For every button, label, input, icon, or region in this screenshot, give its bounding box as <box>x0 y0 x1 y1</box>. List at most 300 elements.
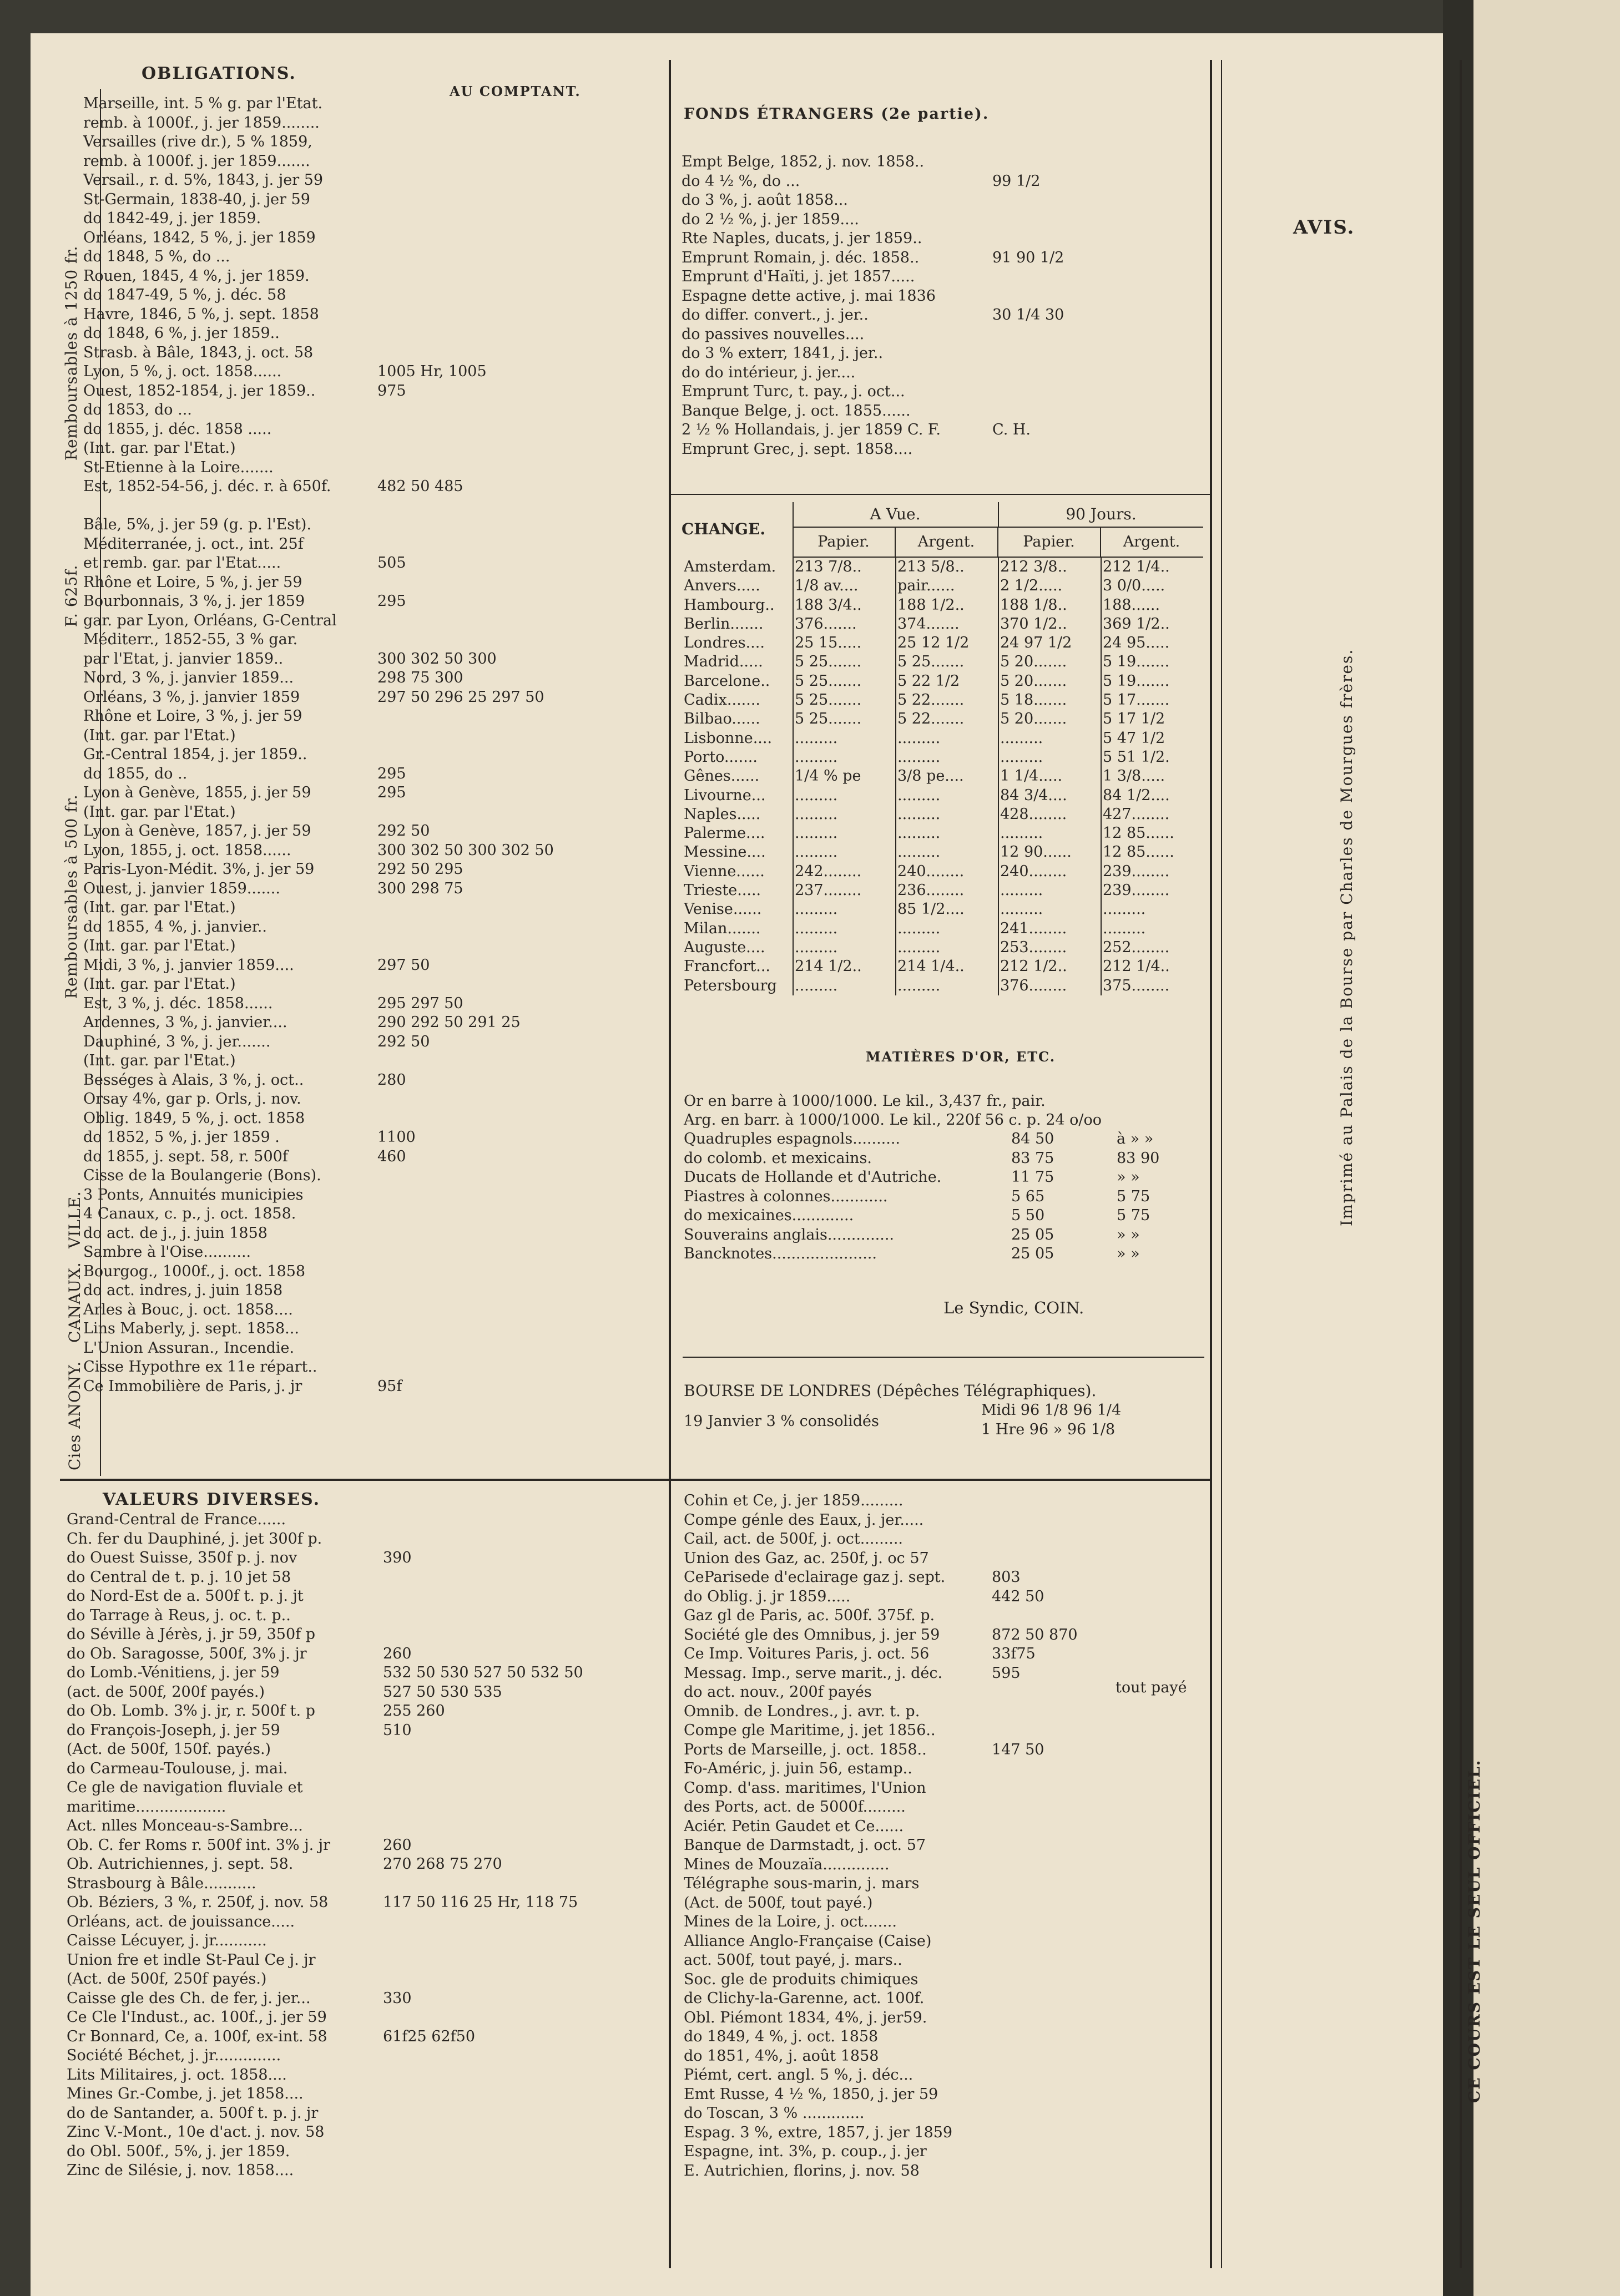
matiere-a: 5 65 <box>1011 1187 1045 1205</box>
change-col-argent: Argent. <box>1123 533 1180 550</box>
list-row <box>684 1645 1205 1664</box>
adjacent-page <box>1473 0 1620 2296</box>
change-rate: ......... <box>795 748 838 766</box>
list-row <box>67 1855 666 1874</box>
tout-paye: tout payé <box>1116 1679 1187 1696</box>
londres-1h: 1 Hre 96 » 96 1/8 <box>981 1421 1116 1438</box>
row-label: Emprunt Romain, j. déc. 1858.. <box>682 249 920 266</box>
list-row <box>83 898 666 918</box>
change-rate: 213 5/8.. <box>897 558 965 575</box>
change-city: Anvers..... <box>684 577 760 595</box>
matiere-row <box>684 1226 1205 1245</box>
change-rate: 427........ <box>1103 805 1170 823</box>
side-label-1250: Remboursables à 1250 fr. <box>62 245 80 461</box>
list-row <box>83 765 666 784</box>
row-value: C. H. <box>992 421 1031 438</box>
change-rate: 214 1/2.. <box>795 958 862 975</box>
change-row <box>682 653 1203 671</box>
change-row <box>682 576 1203 595</box>
change-row <box>682 957 1203 976</box>
row-value: 99 1/2 <box>992 172 1041 190</box>
row-label: St-Germain, 1838-40, j. jer 59 <box>83 190 310 208</box>
row-label: remb. à 1000f., j. jer 1859........ <box>83 114 320 132</box>
row-value: 482 50 485 <box>377 478 463 495</box>
row-label: Mines de Mouzaïa.............. <box>684 1855 890 1873</box>
row-label: Dauphiné, 3 %, j. jer....... <box>83 1033 271 1050</box>
row-label: Espagne dette active, j. mai 1836 <box>682 287 936 305</box>
list-row <box>684 1855 1205 1875</box>
row-label: do Carmeau-Toulouse, j. mai. <box>67 1759 288 1777</box>
row-value: 255 260 <box>383 1702 445 1720</box>
list-row <box>684 1951 1205 1970</box>
list-row <box>83 382 666 401</box>
change-city: Bilbao...... <box>684 710 760 728</box>
matiere-row <box>684 1130 1205 1149</box>
list-row <box>684 1491 1205 1511</box>
change-rate: 12 85...... <box>1103 843 1174 861</box>
change-rate: 374....... <box>897 615 960 633</box>
list-row <box>684 1817 1205 1837</box>
londres-date: 19 Janvier 3 % consolidés <box>684 1413 879 1430</box>
list-row <box>684 2009 1205 2028</box>
change-rate: ......... <box>1000 748 1043 766</box>
row-label: do Lomb.-Vénitiens, j. jer 59 <box>67 1664 280 1681</box>
row-label: do 1848, 6 %, j. jer 1859.. <box>83 325 280 342</box>
obligations-heading: OBLIGATIONS. <box>142 64 296 83</box>
row-label: Cohin et Ce, j. jer 1859......... <box>684 1492 904 1509</box>
change-row <box>682 634 1203 653</box>
change-rate: 236........ <box>897 882 965 899</box>
row-value: 297 50 296 25 297 50 <box>377 688 544 706</box>
row-value: 280 <box>377 1071 406 1089</box>
change-city: Porto....... <box>684 748 758 766</box>
list-row <box>682 229 1209 249</box>
list-row <box>67 1913 666 1932</box>
change-city: Berlin....... <box>684 615 764 633</box>
list-row <box>67 1759 666 1779</box>
row-label: Méditerranée, j. oct., int. 25f <box>83 535 304 553</box>
side-label-500: Remboursables à 500 fr. <box>62 794 80 999</box>
matiere-label: Souverains anglais.............. <box>684 1226 894 1243</box>
list-row <box>684 2085 1205 2105</box>
list-row <box>83 133 666 152</box>
row-label: Lits Militaires, j. oct. 1858.... <box>67 2066 287 2083</box>
list-row <box>83 918 666 937</box>
matiere-b: » » <box>1117 1226 1140 1243</box>
list-row <box>684 1511 1205 1530</box>
change-rate: 237........ <box>795 882 862 899</box>
row-label: (Int. gar. par l'Etat.) <box>83 439 236 457</box>
list-row <box>682 306 1209 325</box>
row-label: Omnib. de Londres., j. avr. t. p. <box>684 1702 920 1720</box>
change-rate: ......... <box>897 786 941 804</box>
row-label: Emt Russe, 4 ½ %, 1850, j. jer 59 <box>684 2085 938 2103</box>
list-row <box>67 1568 666 1587</box>
row-value: 1100 <box>377 1129 416 1146</box>
row-label: Ce gle de navigation fluviale et <box>67 1779 303 1796</box>
row-label: do 1855, j. déc. 1858 ..... <box>83 420 272 438</box>
row-label: maritime................... <box>67 1798 226 1815</box>
row-label: do Ouest Suisse, 350f p. j. nov <box>67 1549 297 1566</box>
change-rate: 428........ <box>1000 805 1067 823</box>
row-label: do Oblig. j. jr 1859..... <box>684 1587 851 1605</box>
change-rate: ......... <box>1103 919 1146 937</box>
change-rate: 240........ <box>897 862 965 880</box>
list-row <box>83 247 666 267</box>
row-label: Rouen, 1845, 4 %, j. jer 1859. <box>83 267 310 285</box>
change-rate: ......... <box>795 786 838 804</box>
row-label: St-Etienne à la Loire....... <box>83 458 274 476</box>
row-label: Espag. 3 %, extre, 1857, j. jer 1859 <box>684 2123 953 2141</box>
row-label: do 1855, j. sept. 58, r. 500f <box>83 1147 288 1165</box>
change-rate: 5 25....... <box>795 672 862 690</box>
row-label: Fo-Améric, j. juin 56, estamp.. <box>684 1760 912 1777</box>
change-row <box>682 710 1203 729</box>
row-label: (Act. de 500f, tout payé.) <box>684 1894 873 1911</box>
list-row <box>83 343 666 363</box>
list-row <box>684 1836 1205 1855</box>
change-rate: ......... <box>897 843 941 861</box>
list-row <box>83 458 666 478</box>
list-row <box>83 1186 666 1205</box>
row-label: do Tarrage à Reus, j. oc. t. p.. <box>67 1606 291 1624</box>
change-rate: 5 17....... <box>1103 691 1170 709</box>
row-label: Ouest, 1852-1854, j. jer 1859.. <box>83 382 316 399</box>
matiere-row <box>684 1187 1205 1207</box>
row-label: Compe génle des Eaux, j. jer..... <box>684 1511 924 1529</box>
row-label: do 2 ½ %, j. jer 1859.... <box>682 210 859 228</box>
row-label: Empt Belge, 1852, j. nov. 1858.. <box>682 153 925 170</box>
change-rate: 5 22 1/2 <box>897 672 960 690</box>
row-label: 3 Ponts, Annuités municipies <box>83 1186 304 1203</box>
divider-change <box>669 494 1210 495</box>
row-value: 292 50 <box>377 822 430 839</box>
change-rate: 2 1/2..... <box>1000 577 1063 595</box>
list-row <box>684 1932 1205 1951</box>
list-row <box>682 267 1209 287</box>
change-rate: ......... <box>795 938 838 956</box>
row-label: gar. par Lyon, Orléans, G-Central <box>83 611 337 629</box>
change-rows <box>682 558 1203 995</box>
row-label: Ce Immobilière de Paris, j. jr <box>83 1377 302 1395</box>
matiere-b: » » <box>1117 1245 1140 1262</box>
row-label: do 1855, 4 %, j. janvier.. <box>83 918 267 935</box>
change-rule <box>1101 558 1102 995</box>
change-row <box>682 786 1203 805</box>
matiere-row <box>684 1168 1205 1187</box>
list-row <box>67 2008 666 2027</box>
column-rule-1 <box>669 60 671 2268</box>
change-rate: ......... <box>795 843 838 861</box>
row-label: Mines de la Loire, j. oct....... <box>684 1913 897 1930</box>
matiere-label: do mexicaines............. <box>684 1207 854 1224</box>
matieres-argent: Arg. en barr. à 1000/1000. Le kil., 220f 56 c. p. 24 o/oo <box>684 1111 1102 1129</box>
list-row <box>684 1568 1205 1587</box>
matiere-label: Ducats de Hollande et d'Autriche. <box>684 1169 942 1186</box>
change-rate: 213 7/8.. <box>795 558 862 575</box>
matiere-row <box>684 1149 1205 1169</box>
change-rate: 188 1/2.. <box>897 596 965 614</box>
list-row <box>67 1587 666 1606</box>
change-city: Hambourg.. <box>684 596 775 614</box>
change-row <box>682 729 1203 748</box>
row-label: Banque Belge, j. oct. 1855...... <box>682 402 911 419</box>
change-rule <box>793 558 794 995</box>
row-label: Société gle des Omnibus, j. jer 59 <box>684 1626 940 1643</box>
change-rate: 1/8 av.... <box>795 577 859 595</box>
list-row <box>682 382 1209 402</box>
matieres-list <box>684 1130 1205 1264</box>
list-row <box>67 1721 666 1741</box>
change-rate: ......... <box>795 901 838 918</box>
list-row <box>682 402 1209 421</box>
list-row <box>67 1989 666 2009</box>
londres-heading: BOURSE DE LONDRES (Dépêches Télégraphiques). <box>684 1382 1097 1400</box>
row-label: do 1848, 5 %, do ... <box>83 248 230 265</box>
row-value: 33f75 <box>992 1645 1036 1662</box>
list-row <box>83 1051 666 1071</box>
row-label: Lins Maberly, j. sept. 1858... <box>83 1320 299 1337</box>
change-row <box>682 843 1203 862</box>
list-row <box>83 324 666 343</box>
change-city: Madrid..... <box>684 653 763 671</box>
list-row <box>684 1989 1205 2009</box>
change-rate: 188 3/4.. <box>795 596 862 614</box>
list-row <box>67 1510 666 1530</box>
change-rate: 212 3/8.. <box>1000 558 1067 575</box>
list-row <box>83 592 666 611</box>
row-label: do act. indres, j. juin 1858 <box>83 1282 283 1299</box>
list-row <box>83 554 666 573</box>
matiere-row <box>684 1245 1205 1264</box>
change-rate: 241........ <box>1000 919 1067 937</box>
row-value: 95f <box>377 1377 402 1395</box>
row-label: do Central de t. p. j. 10 jet 58 <box>67 1568 291 1586</box>
row-label: Paris-Lyon-Médit. 3%, j. jer 59 <box>83 861 315 878</box>
change-city: Gênes...... <box>684 767 760 785</box>
list-row <box>684 1549 1205 1569</box>
row-label: do Ob. Lomb. 3% j. jr, r. 500f t. p <box>67 1702 315 1720</box>
row-label: Ob. Autrichiennes, j. sept. 58. <box>67 1855 294 1873</box>
matiere-a: 5 50 <box>1011 1207 1045 1224</box>
list-row <box>684 1741 1205 1760</box>
row-label: 2 ½ % Hollandais, j. jer 1859 C. F. <box>682 421 941 438</box>
row-value: 803 <box>992 1569 1021 1586</box>
change-row <box>682 558 1203 576</box>
row-label: Midi, 3 %, j. janvier 1859.... <box>83 956 294 974</box>
list-row <box>67 1836 666 1855</box>
row-label: Sambre à l'Oise.......... <box>83 1243 251 1261</box>
change-row <box>682 615 1203 634</box>
row-label: Bâle, 5%, j. jer 59 (g. p. l'Est). <box>83 516 312 533</box>
list-row <box>67 1951 666 1970</box>
row-value: 872 50 870 <box>992 1626 1078 1643</box>
row-value: 147 50 <box>992 1741 1044 1758</box>
row-label: Soc. gle de produits chimiques <box>684 1970 918 1988</box>
list-row <box>83 439 666 458</box>
row-value: 91 90 1/2 <box>992 249 1064 266</box>
row-value: 117 50 116 25 Hr, 118 75 <box>383 1894 578 1911</box>
change-title: CHANGE. <box>682 502 794 557</box>
row-label: Zinc V.-Mont., 10e d'act. j. nov. 58 <box>67 2123 325 2141</box>
list-row <box>83 152 666 171</box>
row-label: do de Santander, a. 500f t. p. j. jr <box>67 2104 319 2122</box>
change-rate: pair...... <box>897 577 955 595</box>
change-subheader <box>793 528 1203 558</box>
inner-rule <box>1221 60 1222 2268</box>
change-rate: 1 3/8..... <box>1103 767 1165 785</box>
change-rate: 5 25....... <box>795 653 862 671</box>
matiere-b: » » <box>1117 1169 1140 1186</box>
row-label: Ouest, j. janvier 1859....... <box>83 879 280 897</box>
matiere-b: 83 90 <box>1117 1149 1160 1167</box>
row-label: Versail., r. d. 5%, 1843, j. jer 59 <box>83 171 324 189</box>
row-label: Strasbourg à Bâle........... <box>67 1874 256 1892</box>
list-row <box>83 1339 666 1358</box>
row-label: remb. à 1000f. j. jer 1859....... <box>83 152 310 170</box>
change-rate: 5 22....... <box>897 691 965 709</box>
row-label: Rhône et Loire, 5 %, j. jer 59 <box>83 573 302 591</box>
row-label: do 1842-49, j. jer 1859. <box>83 210 261 227</box>
list-row <box>83 477 666 497</box>
change-city: Vienne...... <box>684 862 765 880</box>
change-rate: 5 51 1/2. <box>1103 748 1170 766</box>
row-value: 61f25 62f50 <box>383 2027 475 2045</box>
row-value: 300 302 50 300 302 50 <box>377 841 554 859</box>
row-value: 505 <box>377 554 406 572</box>
row-label: Gr.-Central 1854, j. jer 1859.. <box>83 746 307 763</box>
row-label: do passives nouvelles.... <box>682 325 865 343</box>
row-label: Compe gle Maritime, j. jet 1856.. <box>684 1722 936 1739</box>
change-row <box>682 691 1203 710</box>
list-row <box>67 2142 666 2162</box>
row-label: Rhône et Loire, 3 %, j. jer 59 <box>83 707 302 725</box>
change-rate: 25 12 1/2 <box>897 634 970 652</box>
list-row <box>83 956 666 975</box>
matiere-a: 83 75 <box>1011 1149 1054 1167</box>
row-label: (Int. gar. par l'Etat.) <box>83 975 236 993</box>
list-row <box>67 1893 666 1913</box>
list-row <box>83 497 666 516</box>
list-row <box>684 2066 1205 2085</box>
change-row <box>682 824 1203 843</box>
list-row <box>83 1319 666 1339</box>
list-row <box>83 841 666 861</box>
syndic-signature: Le Syndic, COIN. <box>943 1298 1084 1317</box>
col2b-list <box>684 1491 1205 2181</box>
list-row <box>67 2027 666 2047</box>
change-rate: ......... <box>795 919 838 937</box>
change-rate: 5 25....... <box>897 653 965 671</box>
change-row <box>682 919 1203 938</box>
90-jours-header: 90 Jours. <box>999 502 1203 528</box>
row-label: Mines Gr.-Combe, j. jet 1858.... <box>67 2085 304 2102</box>
list-row <box>83 362 666 382</box>
change-row <box>682 977 1203 995</box>
side-label-canaux: CANAUX. <box>65 1262 84 1343</box>
list-row <box>83 535 666 554</box>
change-city: Trieste..... <box>684 882 761 899</box>
change-rate: 5 18....... <box>1000 691 1067 709</box>
row-label: Messag. Imp., serve marit., j. déc. <box>684 1664 943 1682</box>
change-rate: 5 25....... <box>795 691 862 709</box>
matiere-a: 84 50 <box>1011 1130 1054 1147</box>
row-label: Oblig. 1849, 5 %, j. oct. 1858 <box>83 1109 305 1127</box>
matiere-a: 11 75 <box>1011 1169 1054 1186</box>
change-rate: 85 1/2.... <box>897 901 965 918</box>
list-row <box>67 1702 666 1721</box>
londres-midi: Midi 96 1/8 96 1/4 <box>981 1402 1122 1419</box>
change-row <box>682 748 1203 767</box>
change-rate: ......... <box>1000 882 1043 899</box>
list-row <box>67 1778 666 1798</box>
list-row <box>684 1970 1205 1990</box>
divider-valeurs <box>60 1479 669 1481</box>
list-row <box>83 209 666 229</box>
row-label: (Int. gar. par l'Etat.) <box>83 899 236 916</box>
row-value: 442 50 <box>992 1587 1044 1605</box>
row-value: 330 <box>383 1989 412 2007</box>
list-row <box>684 1530 1205 1549</box>
change-rate: ......... <box>897 825 941 842</box>
row-label: Est, 1852-54-56, j. déc. r. à 650f. <box>83 478 331 495</box>
row-value: 295 <box>377 593 406 610</box>
change-rate: 5 47 1/2 <box>1103 729 1165 747</box>
change-rate: 5 19....... <box>1103 672 1170 690</box>
row-label: Cisse Hypothre ex 11e répart.. <box>83 1358 317 1375</box>
row-label: Espagne, int. 3%, p. coup., j. jer <box>684 2143 927 2160</box>
change-rate: 375........ <box>1103 977 1170 994</box>
change-rate: 369 1/2.. <box>1103 615 1170 633</box>
change-rate: 376........ <box>1000 977 1067 994</box>
change-city: Messine.... <box>684 843 766 861</box>
list-row <box>684 2047 1205 2066</box>
row-label: do act. de j., j. juin 1858 <box>83 1224 268 1242</box>
imprimeur-line: Imprimé au Palais de la Bourse par Charles de Mourgues frères. <box>1338 648 1356 1226</box>
change-rate: 84 1/2.... <box>1103 786 1170 804</box>
change-rate: 12 85...... <box>1103 825 1174 842</box>
change-rate: 3/8 pe.... <box>897 767 964 785</box>
list-row <box>83 286 666 305</box>
list-row <box>83 611 666 631</box>
change-rate: 214 1/4.. <box>897 958 965 975</box>
column-rule-2 <box>1210 60 1212 2268</box>
change-row <box>682 938 1203 957</box>
row-label: (Act. de 500f, 250f payés.) <box>67 1970 267 1987</box>
row-label: do 3 % exterr, 1841, j. jer.. <box>682 345 884 362</box>
change-rate: ......... <box>897 748 941 766</box>
list-row <box>684 2104 1205 2123</box>
row-value: 290 292 50 291 25 <box>377 1014 521 1031</box>
matieres-or: Or en barre à 1000/1000. Le kil., 3,437 fr., pair. <box>684 1093 1046 1110</box>
list-row <box>67 1798 666 1817</box>
list-row <box>83 1090 666 1109</box>
change-rate: ......... <box>897 938 941 956</box>
change-rate: ......... <box>1000 729 1043 747</box>
list-row <box>83 1281 666 1301</box>
outer-rule <box>1460 60 1462 2268</box>
row-label: Union fre et indle St-Paul Ce j. jr <box>67 1951 316 1969</box>
change-rate: 253........ <box>1000 938 1067 956</box>
list-row <box>67 1663 666 1683</box>
change-rate: 1 1/4..... <box>1000 767 1063 785</box>
matiere-label: Quadruples espagnols.......... <box>684 1130 900 1147</box>
change-rate: ......... <box>795 729 838 747</box>
list-row <box>83 1243 666 1262</box>
list-row <box>83 688 666 707</box>
change-row <box>682 881 1203 900</box>
list-row <box>67 2046 666 2066</box>
